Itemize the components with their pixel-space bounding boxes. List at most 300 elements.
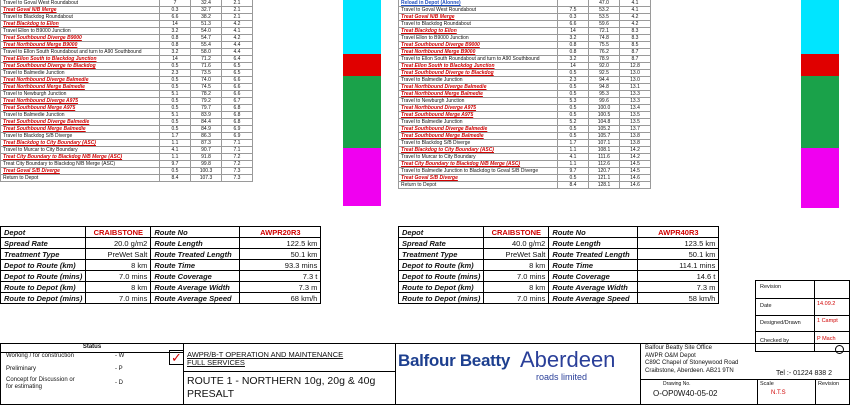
route-step-cumulative: 105.2	[589, 126, 620, 133]
status-header: Status	[1, 344, 183, 353]
route-no-value: AWPR40R3	[638, 227, 719, 238]
route-step-dist: 0.5	[160, 105, 191, 112]
scale-value: N.T.S	[771, 390, 786, 396]
left-magenta-bar	[343, 148, 381, 206]
route-step-desc: Treat Northbound Merge Balmedie	[1, 84, 160, 91]
route-step-salt: 2.1	[222, 0, 253, 7]
project-line-1: AWPR/B-T OPERATION AND MAINTENANCE	[187, 350, 344, 359]
route-step-salt: 6.9	[222, 133, 253, 140]
route-step-desc: Travel to Murcar to City Boundary	[399, 154, 558, 161]
route-row	[399, 154, 651, 161]
revision-divider-bottom	[815, 379, 816, 404]
route-row	[1, 147, 253, 154]
route-step-dist: 6.6	[558, 21, 589, 28]
route-step-desc: Travel to Ellon South Roundabout and turn to A90 Southbound	[399, 56, 558, 63]
summary-value: 7.3 m	[638, 282, 719, 293]
route-step-dist: 0.3	[160, 7, 191, 14]
route-step-dist: 14	[558, 28, 589, 35]
route-step-desc: Travel Ellon to B9000 Junction	[399, 35, 558, 42]
summary-value: 7.0 mins	[86, 293, 151, 304]
route-row	[1, 84, 253, 91]
route-row	[1, 112, 253, 119]
summary-label: Route Time	[151, 260, 240, 271]
project-divider	[184, 371, 396, 372]
route-step-cumulative: 58.0	[191, 49, 222, 56]
summary-value: 7.0 mins	[86, 271, 151, 282]
route-step-dist: 7.5	[558, 7, 589, 14]
route-step-cumulative: 100.5	[589, 112, 620, 119]
route-step-cumulative: 38.2	[191, 14, 222, 21]
route-row	[1, 35, 253, 42]
route-step-dist: 3.2	[160, 49, 191, 56]
designed-label: Designed/Drawn	[760, 320, 801, 326]
route-step-dist: 0.5	[160, 77, 191, 84]
status-concept-code: - D	[115, 380, 123, 386]
summary-label: Route Coverage	[151, 271, 240, 282]
route-row	[1, 70, 253, 77]
route-step-desc: Treat Ellon South to Blackdog Junction	[1, 56, 160, 63]
checked-value: P Mach	[817, 336, 836, 342]
route-row	[399, 161, 651, 168]
route-step-cumulative: 51.3	[191, 21, 222, 28]
route-row	[1, 14, 253, 21]
route-step-desc: Treat Southbound Diverge to Blackdog	[399, 70, 558, 77]
route-step-salt: 6.7	[222, 98, 253, 105]
route-step-desc: Treat Northbound Diverge Balmedie	[1, 77, 160, 84]
summary-label: Route to Depot (km)	[1, 282, 86, 293]
route-step-dist: 0.5	[558, 91, 589, 98]
route-step-dist: 1.7	[160, 133, 191, 140]
route-step-salt: 4.4	[222, 49, 253, 56]
status-panel	[1, 344, 183, 404]
summary-label: Depot to Route (km)	[399, 260, 484, 271]
status-concept-label: Concept for Discussion or for estimating	[6, 377, 75, 390]
route-step-cumulative: 83.9	[191, 112, 222, 119]
route-step-dist: 9.7	[558, 168, 589, 175]
route-row	[399, 105, 651, 112]
route-title: ROUTE 1 - NORTHERN 10g, 20g & 40g	[187, 375, 376, 387]
route-step-salt: 4.2	[222, 21, 253, 28]
route-step-cumulative: 53.2	[589, 7, 620, 14]
route-step-desc: Treat Northbound Merge Balmedie	[399, 91, 558, 98]
route-step-cumulative: 54.7	[191, 35, 222, 42]
route-step-salt: 13.7	[620, 126, 651, 133]
route-step-dist: 14	[160, 21, 191, 28]
route-row	[1, 91, 253, 98]
scale-label: Scale	[760, 381, 774, 387]
date-label: Date	[760, 303, 772, 309]
route-row	[399, 28, 651, 35]
route-step-cumulative: 78.2	[191, 91, 222, 98]
route-step-desc: Treat Southbound Diverge to Blackdog	[1, 63, 160, 70]
route-step-dist: 3.2	[558, 56, 589, 63]
route-step-dist: 0.5	[558, 105, 589, 112]
route-step-cumulative: 76.2	[589, 49, 620, 56]
route-row	[399, 175, 651, 182]
route-step-salt: 13.3	[620, 98, 651, 105]
summary-value: 50.1 km	[638, 249, 719, 260]
route-step-salt: 4.1	[222, 28, 253, 35]
route-step-cumulative: 54.0	[191, 28, 222, 35]
route-step-salt: 8.3	[620, 35, 651, 42]
route-row	[1, 126, 253, 133]
route-row	[1, 7, 253, 14]
route-step-salt: 7.1	[222, 140, 253, 147]
route-step-desc: Travel to Blackdog Roundabout	[1, 14, 160, 21]
right-green-bar	[801, 76, 839, 148]
summary-label: Route to Depot (mins)	[1, 293, 86, 304]
route-step-cumulative: 72.1	[589, 28, 620, 35]
summary-label: Treatment Type	[399, 249, 484, 260]
route-row	[399, 112, 651, 119]
route-step-cumulative: 74.5	[191, 84, 222, 91]
route-step-cumulative: 91.8	[191, 154, 222, 161]
summary-value: 58 km/h	[638, 293, 719, 304]
summary-value: PreWet Salt	[86, 249, 151, 260]
designed-row	[756, 316, 849, 332]
route-step-dist: 0.8	[160, 42, 191, 49]
route-step-desc: Treat Blackdog to City Boundary (ASC)	[399, 147, 558, 154]
route-step-cumulative: 94.8	[589, 84, 620, 91]
route-step-cumulative: 55.4	[191, 42, 222, 49]
summary-row	[399, 293, 719, 304]
route-step-desc: Travel to Murcar to City Boundary	[1, 147, 160, 154]
route-step-desc: Treat City Boundary to Blackdog N/B Merge (ASC)	[399, 161, 558, 168]
route-step-salt: 8.7	[620, 56, 651, 63]
summary-row	[399, 271, 719, 282]
address-line-2: AWPR O&M Depot	[645, 352, 696, 359]
summary-row	[1, 271, 321, 282]
route-step-cumulative: 84.9	[191, 126, 222, 133]
route-step-salt: 6.6	[222, 77, 253, 84]
route-step-cumulative: 86.3	[191, 133, 222, 140]
route-step-salt: 6.4	[222, 56, 253, 63]
revision-box	[755, 280, 850, 352]
summary-value: 7.3 t	[240, 271, 321, 282]
route-step-desc: Travel to Balmedie Junction	[1, 70, 160, 77]
summary-row	[1, 293, 321, 304]
route-step-dist: 0.8	[160, 35, 191, 42]
route-step-desc: Return to Depot	[1, 175, 160, 182]
route-row	[399, 77, 651, 84]
summary-value: 7.0 mins	[484, 271, 549, 282]
route-row	[1, 21, 253, 28]
left-summary-table	[0, 226, 321, 304]
summary-label: Route Average Speed	[151, 293, 240, 304]
route-step-salt: 4.2	[222, 35, 253, 42]
summary-value: 50.1 km	[240, 249, 321, 260]
site-address	[645, 345, 738, 375]
route-row	[1, 63, 253, 70]
route-row	[399, 84, 651, 91]
route-step-salt: 8.7	[620, 49, 651, 56]
route-step-dist: 2.3	[160, 70, 191, 77]
date-row	[756, 299, 849, 316]
route-step-cumulative: 92.5	[589, 70, 620, 77]
route-step-salt: 6.8	[222, 119, 253, 126]
right-red-bar	[801, 54, 839, 76]
aberdeen-logo: Aberdeen	[520, 347, 616, 372]
route-step-cumulative: 74.0	[191, 77, 222, 84]
route-step-dist: 3.2	[160, 28, 191, 35]
route-step-dist: 0.5	[160, 63, 191, 70]
route-row	[399, 56, 651, 63]
route-step-dist: 0.5	[558, 175, 589, 182]
summary-value: 93.3 mins	[240, 260, 321, 271]
depot-value: CRAIBSTONE	[484, 227, 549, 238]
left-cyan-bar	[343, 0, 381, 54]
route-step-cumulative: 100.0	[589, 105, 620, 112]
route-step-cumulative: 107.3	[191, 175, 222, 182]
summary-label: Spread Rate	[1, 238, 86, 249]
route-step-desc: Travel to Balmedie Junction	[399, 77, 558, 84]
route-step-dist: 5.2	[558, 119, 589, 126]
route-step-salt: 13.3	[620, 91, 651, 98]
route-step-desc: Return to Depot	[399, 182, 558, 189]
route-step-dist: 0.5	[160, 98, 191, 105]
route-step-dist: 1.7	[558, 140, 589, 147]
route-step-cumulative: 111.6	[589, 154, 620, 161]
summary-label: Route Treated Length	[151, 249, 240, 260]
address-divider	[641, 379, 850, 380]
summary-header-row	[399, 227, 719, 238]
summary-row	[1, 238, 321, 249]
route-step-dist: 0.3	[558, 14, 589, 21]
route-row	[399, 133, 651, 140]
route-step-cumulative: 100.3	[191, 168, 222, 175]
route-step-salt: 13.5	[620, 119, 651, 126]
summary-label: Route Coverage	[549, 271, 638, 282]
route-step-desc: Treat Ellon South to Blackdog Junction	[399, 63, 558, 70]
route-row	[1, 119, 253, 126]
route-step-salt: 7.1	[222, 147, 253, 154]
route-step-cumulative: 90.7	[191, 147, 222, 154]
route-step-salt: 13.1	[620, 84, 651, 91]
summary-value: 7.3 m	[240, 282, 321, 293]
route-step-dist: 5.3	[558, 98, 589, 105]
route-step-desc: Travel to Newburgh Junction	[1, 91, 160, 98]
route-no-label: Route No	[151, 227, 240, 238]
route-step-salt: 4.2	[620, 14, 651, 21]
route-step-salt: 4.4	[222, 42, 253, 49]
route-step-salt: 2.1	[222, 14, 253, 21]
route-step-desc: Treat Goval N/B Merge	[1, 7, 160, 14]
route-step-salt: 7.3	[222, 175, 253, 182]
route-step-salt: 4.1	[620, 0, 651, 7]
route-step-salt: 13.0	[620, 77, 651, 84]
right-cyan-bar	[801, 0, 839, 54]
summary-label: Route Average Speed	[549, 293, 638, 304]
route-step-desc: Travel to Newburgh Junction	[399, 98, 558, 105]
status-checkbox[interactable]: ✓	[169, 350, 184, 365]
route-step-desc: Treat Northbound Diverge A975	[1, 98, 160, 105]
project-line-2: FULL SERVICES	[187, 358, 245, 367]
route-step-dist: 6.6	[160, 14, 191, 21]
route-row	[399, 35, 651, 42]
roads-limited-logo: roads limited	[536, 372, 588, 382]
route-step-dist: 1.1	[160, 140, 191, 147]
summary-label: Route Length	[151, 238, 240, 249]
route-step-salt: 14.2	[620, 147, 651, 154]
route-step-salt: 4.1	[620, 7, 651, 14]
route-step-desc: Travel Ellon to B9000 Junction	[1, 28, 160, 35]
route-step-salt: 13.0	[620, 70, 651, 77]
route-row	[399, 126, 651, 133]
summary-header-row	[1, 227, 321, 238]
route-row	[1, 175, 253, 182]
route-step-salt: 8.3	[620, 28, 651, 35]
route-step-dist: 0.5	[160, 168, 191, 175]
route-step-cumulative: 95.3	[589, 91, 620, 98]
designed-value: 1 Campt	[817, 318, 838, 324]
route-step-dist: 0.5	[558, 70, 589, 77]
route-step-dist: 0.5	[558, 84, 589, 91]
route-step-cumulative: 112.6	[589, 161, 620, 168]
route-row	[399, 182, 651, 189]
route-step-salt: 7.3	[222, 168, 253, 175]
route-step-dist: 14	[160, 56, 191, 63]
route-step-desc: Treat Southbound Diverge Balmedie	[1, 119, 160, 126]
route-row	[399, 63, 651, 70]
route-step-cumulative: 99.8	[191, 161, 222, 168]
route-step-salt: 6.9	[222, 126, 253, 133]
checked-label: Checked by	[760, 338, 790, 344]
route-row	[399, 14, 651, 21]
scale-divider	[757, 379, 758, 404]
depot-value: CRAIBSTONE	[86, 227, 151, 238]
route-step-desc: Travel to Blackdog S/B Diverge	[1, 133, 160, 140]
right-summary-table	[398, 226, 719, 304]
route-step-cumulative: 59.6	[589, 21, 620, 28]
route-step-desc: Treat Southbound Diverge B9000	[1, 35, 160, 42]
date-value: 14.09.2	[817, 301, 836, 307]
left-green-bar	[343, 76, 381, 148]
summary-value: 114.1 mins	[638, 260, 719, 271]
route-step-cumulative: 104.8	[589, 119, 620, 126]
address-line-1: Balfour Beatty Site Office	[645, 345, 712, 351]
summary-row	[399, 238, 719, 249]
summary-value: 8 km	[484, 260, 549, 271]
route-row	[1, 98, 253, 105]
route-step-desc: Treat Northbound Merge B9000	[1, 42, 160, 49]
route-step-dist: 14	[558, 63, 589, 70]
route-step-dist: 0.8	[558, 49, 589, 56]
summary-label: Route Length	[549, 238, 638, 249]
route-step-dist: 1.1	[160, 154, 191, 161]
summary-label: Route to Depot (km)	[399, 282, 484, 293]
route-step-desc: Treat City Boundary to Blackdog N/B Merge (ASC)	[1, 161, 160, 168]
route-row	[1, 77, 253, 84]
route-step-desc: Treat Goval S/B Diverge	[399, 175, 558, 182]
route-row	[1, 161, 253, 168]
route-step-desc: Treat Southbound Merge A975	[1, 105, 160, 112]
summary-label: Depot to Route (km)	[1, 260, 86, 271]
route-row	[399, 168, 651, 175]
route-step-dist: 8.4	[160, 175, 191, 182]
route-step-cumulative: 105.7	[589, 133, 620, 140]
route-step-salt: 14.5	[620, 168, 651, 175]
route-step-dist: 4.1	[160, 147, 191, 154]
route-step-desc: Treat Southbound Merge A975	[399, 112, 558, 119]
summary-value: 8 km	[484, 282, 549, 293]
right-route-table	[398, 0, 651, 189]
route-row	[399, 98, 651, 105]
route-row	[399, 21, 651, 28]
route-step-desc: Travel to Goval West Roundabout	[1, 0, 160, 7]
route-step-salt: 13.5	[620, 112, 651, 119]
bottom-revision-label: Revision	[818, 381, 840, 387]
depot-label: Depot	[399, 227, 484, 238]
route-step-dist: 0.5	[160, 126, 191, 133]
route-step-desc: Treat Southbound Merge Balmedie	[1, 126, 160, 133]
route-row	[1, 154, 253, 161]
route-step-cumulative: 53.5	[589, 14, 620, 21]
route-step-salt: 6.6	[222, 91, 253, 98]
route-step-cumulative: 128.1	[589, 182, 620, 189]
summary-label: Treatment Type	[1, 249, 86, 260]
address-line-3: C89C Chapel of Stoneywood Road	[645, 360, 739, 366]
summary-value: 14.6 t	[638, 271, 719, 282]
right-magenta-bar	[801, 148, 839, 208]
route-row	[1, 133, 253, 140]
route-step-desc: Treat Blackdog to City Boundary (ASC)	[1, 140, 160, 147]
route-step-dist: 0.5	[160, 119, 191, 126]
route-step-desc: Treat Southbound Merge Balmedie	[399, 133, 558, 140]
route-step-cumulative: 74.8	[589, 35, 620, 42]
route-step-cumulative: 87.3	[191, 140, 222, 147]
route-step-dist: 7	[160, 0, 191, 7]
summary-label: Route Average Width	[549, 282, 638, 293]
route-step-dist: 1.1	[558, 161, 589, 168]
route-step-desc: Treat Southbound Diverge Balmedie	[399, 126, 558, 133]
route-step-salt: 14.6	[620, 175, 651, 182]
route-step-desc: Travel to Blackdog Roundabout	[399, 21, 558, 28]
summary-value: 8 km	[86, 282, 151, 293]
route-step-salt: 7.2	[222, 161, 253, 168]
route-step-cumulative: 94.4	[589, 77, 620, 84]
route-step-cumulative: 47.0	[589, 0, 620, 7]
route-step-cumulative: 32.4	[191, 0, 222, 7]
summary-label: Depot to Route (mins)	[1, 271, 86, 282]
telephone: Tel :- 01224 838 2	[776, 370, 833, 377]
route-title-2: PRESALT	[187, 388, 235, 400]
route-step-desc: Treat Blackdog to Ellon	[1, 21, 160, 28]
route-row	[1, 42, 253, 49]
drawing-no-label: Drawing No.	[663, 381, 691, 387]
route-step-salt: 6.6	[222, 84, 253, 91]
status-preliminary-code: - P	[115, 366, 123, 372]
route-step-dist: 0.8	[558, 42, 589, 49]
route-row	[1, 140, 253, 147]
route-step-salt: 14.5	[620, 161, 651, 168]
route-row	[399, 119, 651, 126]
route-step-salt: 14.6	[620, 182, 651, 189]
address-panel	[640, 344, 850, 404]
route-step-dist: 0.5	[558, 133, 589, 140]
route-step-cumulative: 108.1	[589, 147, 620, 154]
revision-row	[756, 284, 849, 299]
route-step-dist: 0.5	[558, 126, 589, 133]
summary-value: 122.5 km	[240, 238, 321, 249]
summary-label: Route to Depot (mins)	[399, 293, 484, 304]
summary-row	[399, 282, 719, 293]
route-step-dist: 4.1	[558, 154, 589, 161]
balfour-beatty-logo: Balfour Beatty	[398, 351, 510, 370]
route-step-dist: 8.4	[558, 182, 589, 189]
route-row	[1, 105, 253, 112]
route-step-cumulative: 79.7	[191, 105, 222, 112]
route-step-salt: 13.4	[620, 105, 651, 112]
